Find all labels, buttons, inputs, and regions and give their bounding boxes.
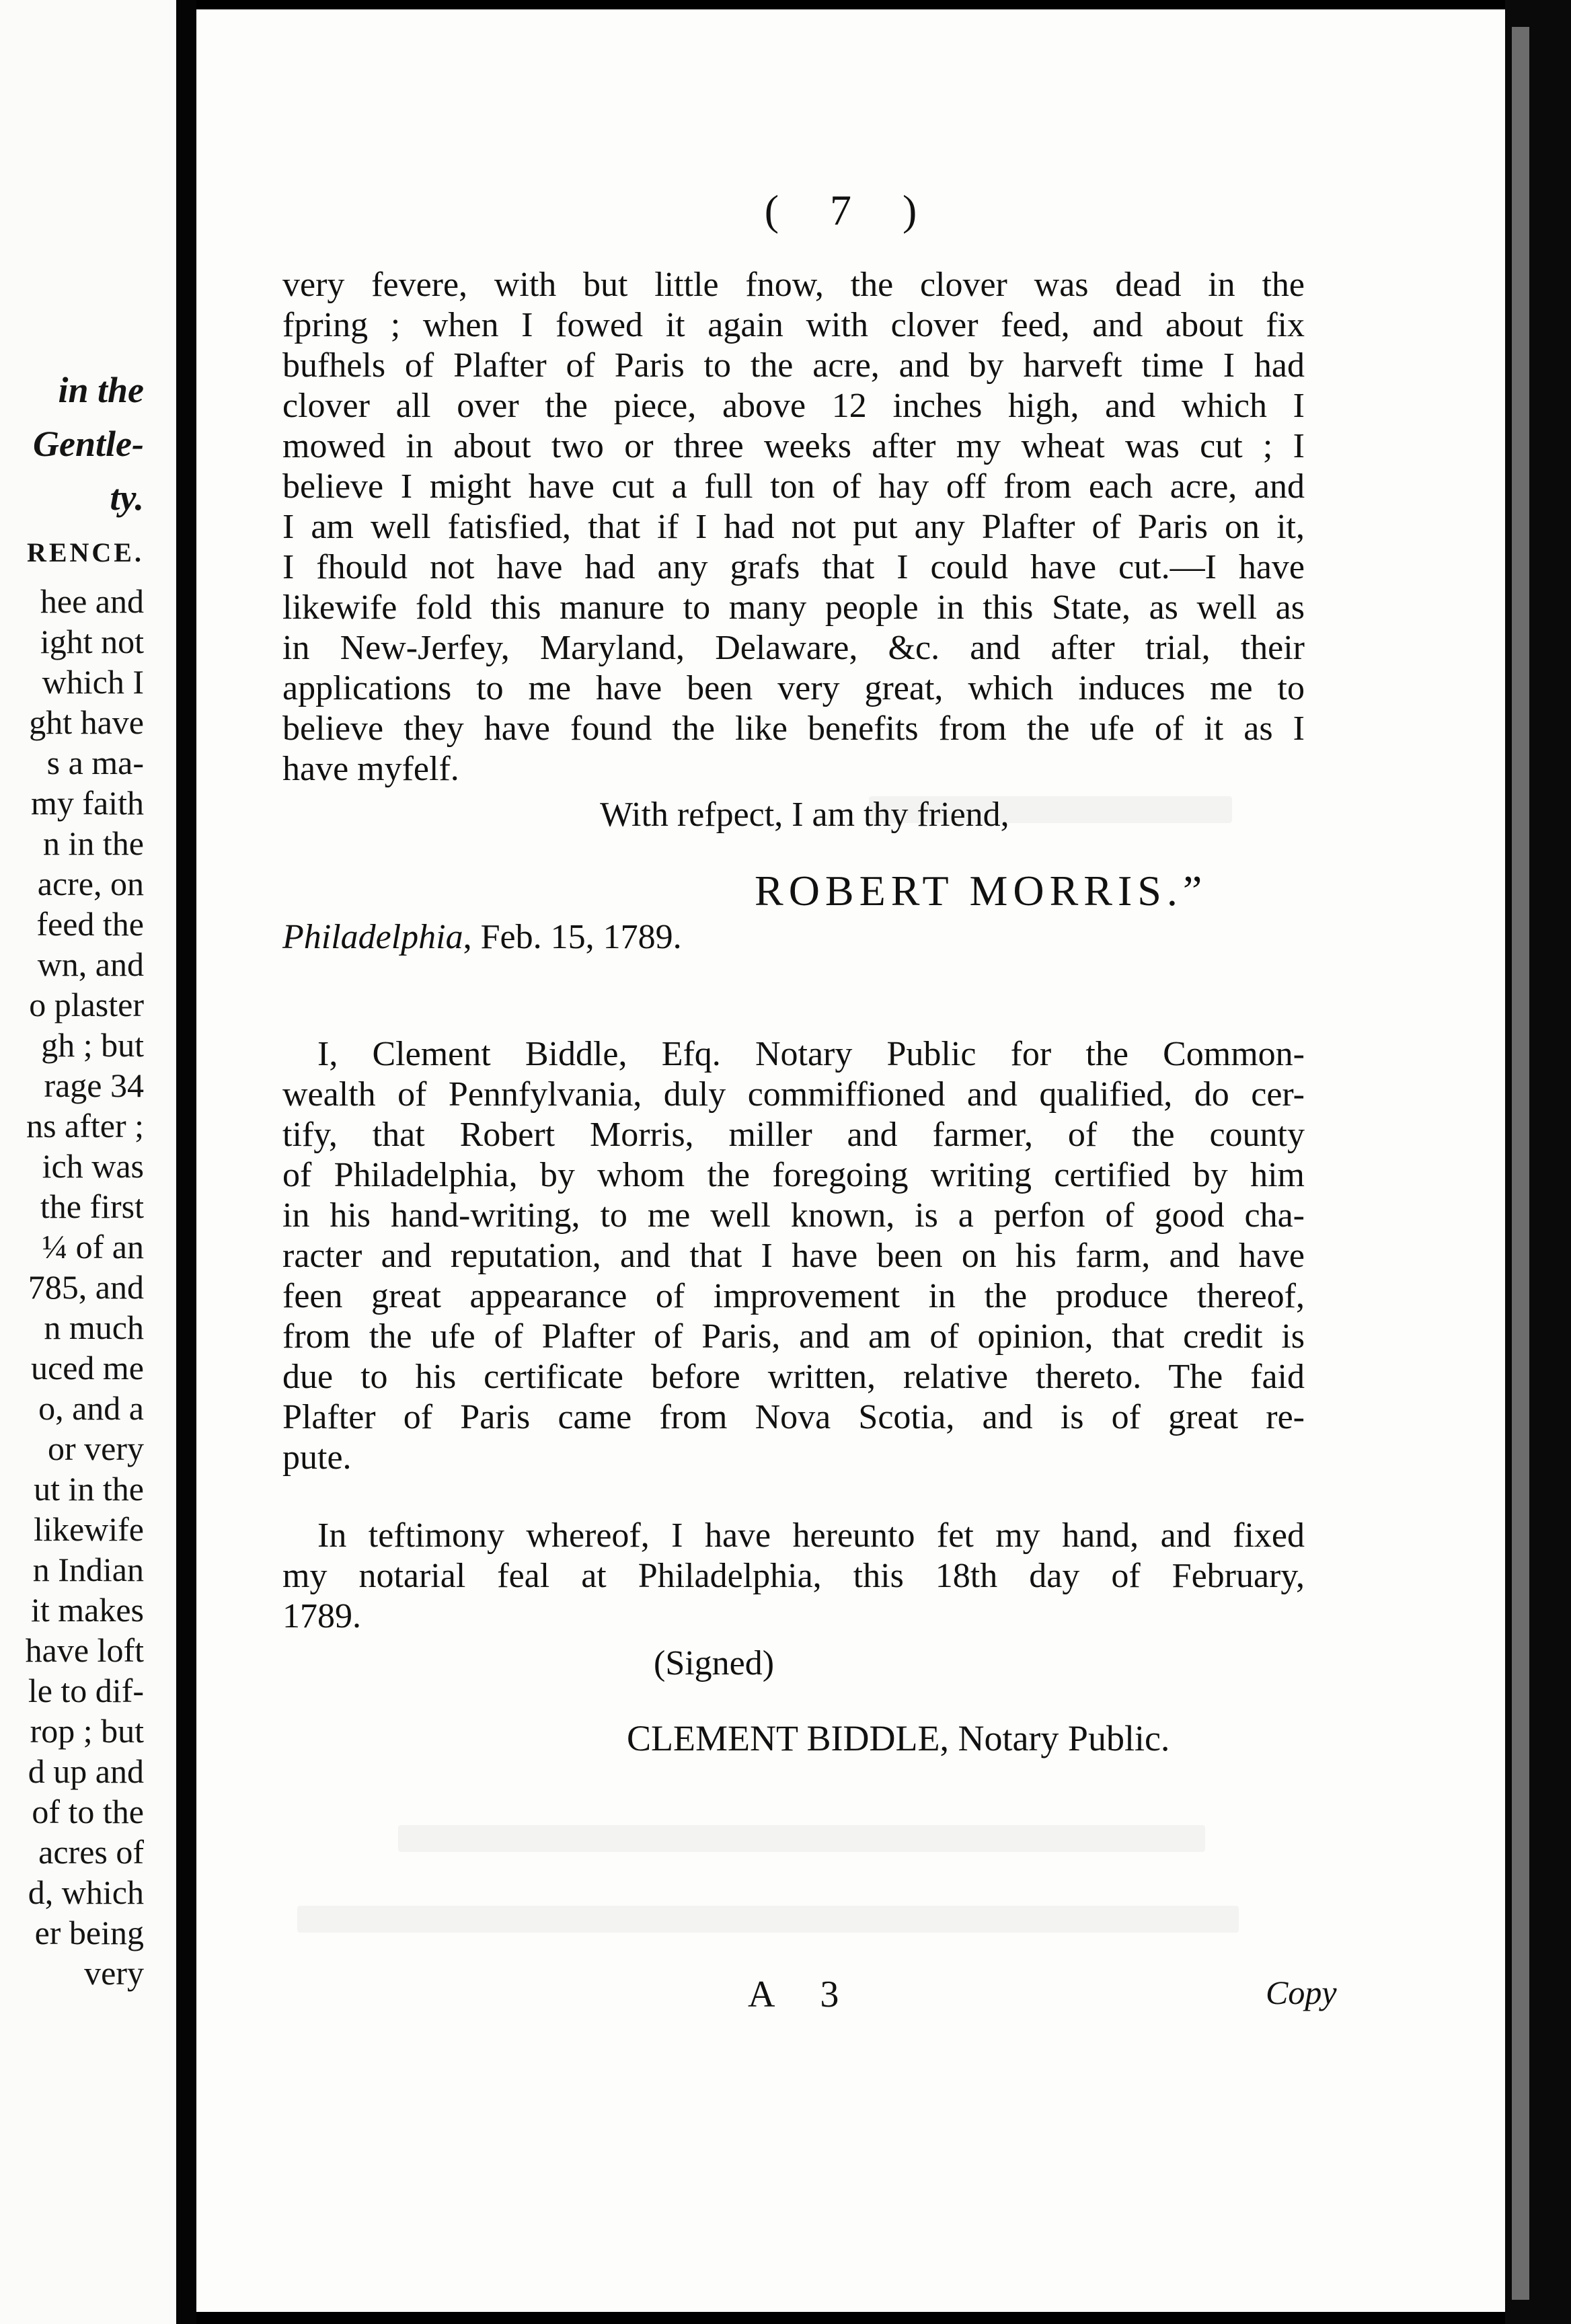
dateline (282, 917, 682, 957)
text-line: I fhould not have had any grafs that I could have cut.—I have (282, 548, 1305, 586)
text-line: feen great appearance of improvement in the produce thereof, (282, 1277, 1305, 1315)
facing-page-line: rage 34 (44, 1067, 144, 1104)
text-line: I, Clement Biddle, Efq. Notary Public for the Common- (317, 1035, 1305, 1073)
text-line: In teftimony whereof, I have hereunto fet my hand, and fixed (317, 1516, 1305, 1555)
page-number: ( 7 ) (764, 186, 937, 234)
facing-page-line: my faith (30, 784, 144, 822)
facing-page-line: ut in the (34, 1470, 144, 1508)
text-line: racter and reputation, and that I have been on his farm, and have (282, 1237, 1305, 1275)
text-line: in his hand-writing, to me well known, is a perfon of good cha- (282, 1196, 1305, 1235)
facing-page-line: ns after ; (26, 1107, 144, 1145)
book-page (196, 9, 1505, 2312)
text-line: from the ufe of Plafter of Paris, and am of opinion, that credit is (282, 1317, 1305, 1356)
text-line: believe they have found the like benefits from the ufe of it as I (282, 709, 1305, 748)
bleed-through (297, 1906, 1239, 1933)
facing-page-line: gh ; but (41, 1026, 144, 1064)
facing-page-line: likewife (34, 1510, 144, 1548)
page-edge-strip (1512, 27, 1529, 2300)
facing-page-line: ¼ of an (42, 1228, 144, 1266)
facing-page-line: uced me (31, 1349, 144, 1387)
facing-page-line: s a ma- (46, 744, 144, 781)
letter-body (282, 265, 1305, 789)
text-line: believe I might have cut a full ton of hay off from each acre, and (282, 467, 1305, 506)
text-line: of Philadelphia, by whom the foregoing writing certified by him (282, 1156, 1305, 1194)
text-line: fpring ; when I fowed it again with clover feed, and about fix (282, 306, 1305, 344)
letter-closing: With refpect, I am thy friend, (600, 796, 1009, 834)
text-line: bufhels of Plafter of Paris to the acre, and by harveft time I had (282, 346, 1305, 385)
notary-signature: CLEMENT BIDDLE, Notary Public. (627, 1718, 1170, 1758)
facing-page-line: er being (34, 1914, 144, 1951)
facing-page-line: ight not (40, 623, 144, 660)
facing-page-line: have loft (25, 1631, 144, 1669)
dateline-date: , Feb. 15, 1789. (463, 918, 682, 956)
facing-page-line: which I (42, 663, 144, 701)
facing-page-line: it makes (30, 1591, 144, 1629)
facing-page-line: ich was (42, 1147, 144, 1185)
facing-page-line: d, which (28, 1873, 144, 1911)
text-line: very fevere, with but little fnow, the clover was dead in the (282, 266, 1305, 304)
facing-page-line: the first (40, 1188, 144, 1225)
facing-page-line: n Indian (32, 1551, 144, 1588)
facing-page-line: 785, and (28, 1268, 144, 1306)
facing-page-line: o, and a (38, 1389, 144, 1427)
facing-page-line: acres of (38, 1833, 144, 1871)
facing-page-left (0, 0, 176, 2324)
facing-page-text (0, 363, 144, 1993)
facing-page-line: rop ; but (30, 1712, 144, 1750)
facing-page-line: feed the (36, 905, 144, 943)
text-line: my notarial feal at Philadelphia, this 18th day of February, (282, 1557, 1305, 1595)
bleed-through (398, 1825, 1205, 1852)
text-line: I am well fatisfied, that if I had not put any Plafter of Paris on it, (282, 508, 1305, 546)
text-line: Plafter of Paris came from Nova Scotia, and is of great re- (282, 1398, 1305, 1436)
facing-page-line: Gentle- (33, 424, 144, 464)
text-line: pute. (282, 1438, 352, 1477)
signature-mark: A 3 (748, 1974, 858, 2015)
text-line: mowed in about two or three weeks after my wheat was cut ; I (282, 427, 1305, 465)
text-line: wealth of Pennfylvania, duly commiffioned and qualified, do cer- (282, 1075, 1305, 1114)
text-line: tify, that Robert Morris, miller and farmer, of the county (282, 1116, 1305, 1154)
facing-page-line: very (84, 1954, 144, 1992)
text-line: due to his certificate before written, relative thereto. The faid (282, 1358, 1305, 1396)
facing-page-line: d up and (28, 1752, 144, 1790)
notary-certificate (282, 1034, 1305, 1478)
catchword: Copy (1266, 1974, 1337, 2011)
letter-signature: ROBERT MORRIS.” (755, 867, 1208, 915)
text-line: applications to me have been very great, which induces me to (282, 669, 1305, 707)
facing-page-line: wn, and (37, 945, 144, 983)
facing-page-line: or very (48, 1430, 144, 1467)
facing-page-line: in the (58, 370, 144, 410)
facing-page-line: ty. (110, 477, 144, 518)
facing-page-line: hee and (40, 582, 144, 620)
dateline-place: Philadelphia (282, 918, 463, 956)
facing-page-line: le to dif- (28, 1672, 144, 1709)
facing-page-line: n in the (43, 824, 144, 862)
text-line: in New-Jerfey, Maryland, Delaware, &c. and after trial, their (282, 629, 1305, 667)
gutter (176, 0, 196, 2324)
testimony-paragraph (282, 1516, 1305, 1637)
facing-page-line: acre, on (37, 865, 144, 902)
facing-page-line: o plaster (29, 986, 144, 1023)
facing-page-line: n much (44, 1309, 144, 1346)
facing-page-line: of to the (32, 1793, 144, 1830)
text-line: clover all over the piece, above 12 inches high, and which I (282, 387, 1305, 425)
text-line: likewife fold this manure to many people in this State, as well as (282, 588, 1305, 627)
text-line: have myfelf. (282, 750, 459, 788)
facing-page-line: RENCE. (26, 537, 144, 568)
signed-note: (Signed) (654, 1644, 775, 1682)
text-line: 1789. (282, 1597, 361, 1635)
facing-page-line: ght have (29, 703, 144, 741)
